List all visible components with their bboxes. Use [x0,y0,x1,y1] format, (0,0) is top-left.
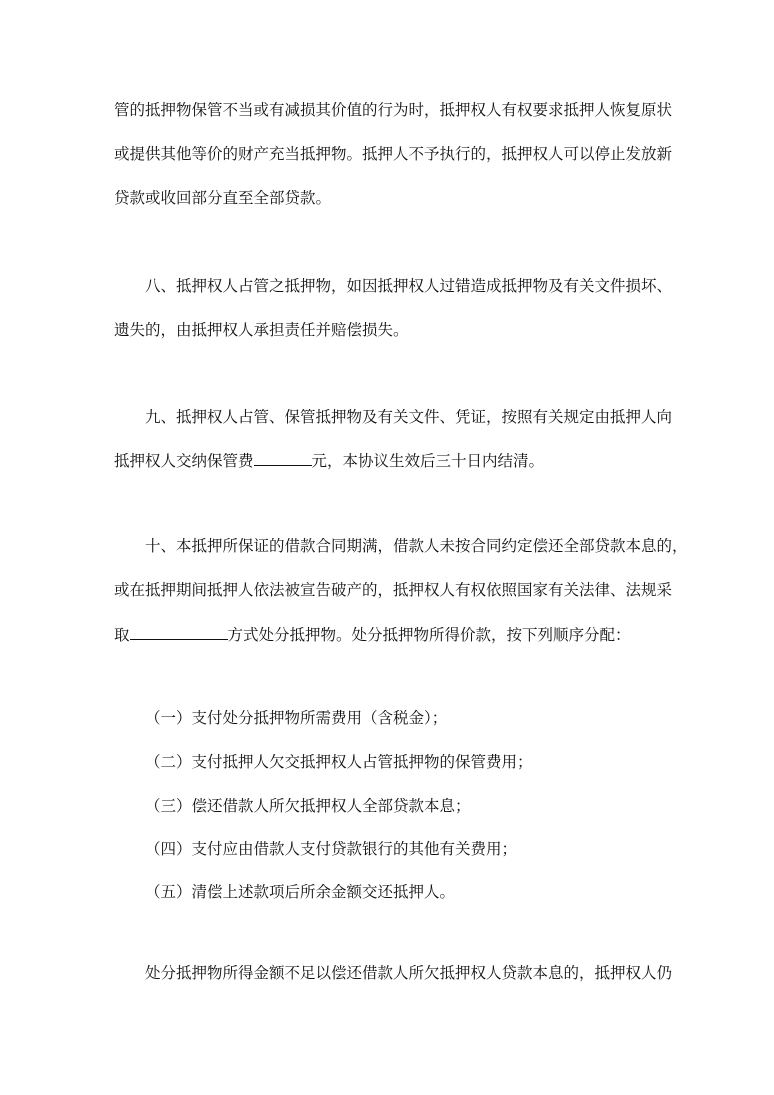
list-item: （五）清偿上述款项后所余金额交还抵押人。 [145,883,456,901]
text-line: 管的抵押物保管不当或有减损其价值的行为时，抵押权人有权要求抵押人恢复原状 [114,101,673,119]
fee-blank[interactable] [254,451,312,466]
list-item: （一）支付处分抵押物所需费用（含税金）； [145,709,448,727]
list-item: （二）支付抵押人欠交抵押权人占管抵押物的保管费用； [145,753,533,771]
method-text-after: 方式处分抵押物。处分抵押物所得价款，按下列顺序分配： [227,626,631,644]
text-line: 处分抵押物所得金额不足以偿还借款人所欠抵押权人贷款本息的，抵押权人仍 [145,964,673,982]
method-blank[interactable] [130,625,228,640]
fee-text-after: 元，本协议生效后三十日内结清。 [311,452,545,470]
clause-9-line: 九、抵押权人占管、保管抵押物及有关文件、凭证，按照有关规定由抵押人向 [145,408,673,426]
text-line: 贷款或收回部分直至全部贷款。 [114,189,332,207]
clause-8-line: 八、抵押权人占管之抵押物，如因抵押权人过错造成抵押物及有关文件损坏、 [145,277,673,295]
fee-text-before: 抵押权人交纳保管费 [114,452,254,470]
fee-line [114,451,544,471]
list-item: （三）偿还借款人所欠抵押权人全部贷款本息； [145,797,471,815]
method-line [114,625,631,645]
text-line: 或提供其他等价的财产充当抵押物。抵押人不予执行的，抵押权人可以停止发放新 [114,145,673,163]
method-text-before: 取 [114,626,130,644]
text-line: 遗失的，由抵押权人承担责任并赔偿损失。 [114,321,409,339]
list-item: （四）支付应由借款人支付贷款银行的其他有关费用； [145,840,518,858]
clause-10-line: 十、本抵押所保证的借款合同期满，借款人未按合同约定偿还全部贷款本息的， [145,537,688,555]
text-line: 或在抵押期间抵押人依法被宣告破产的，抵押权人有权依照国家有关法律、法规采 [114,581,673,599]
